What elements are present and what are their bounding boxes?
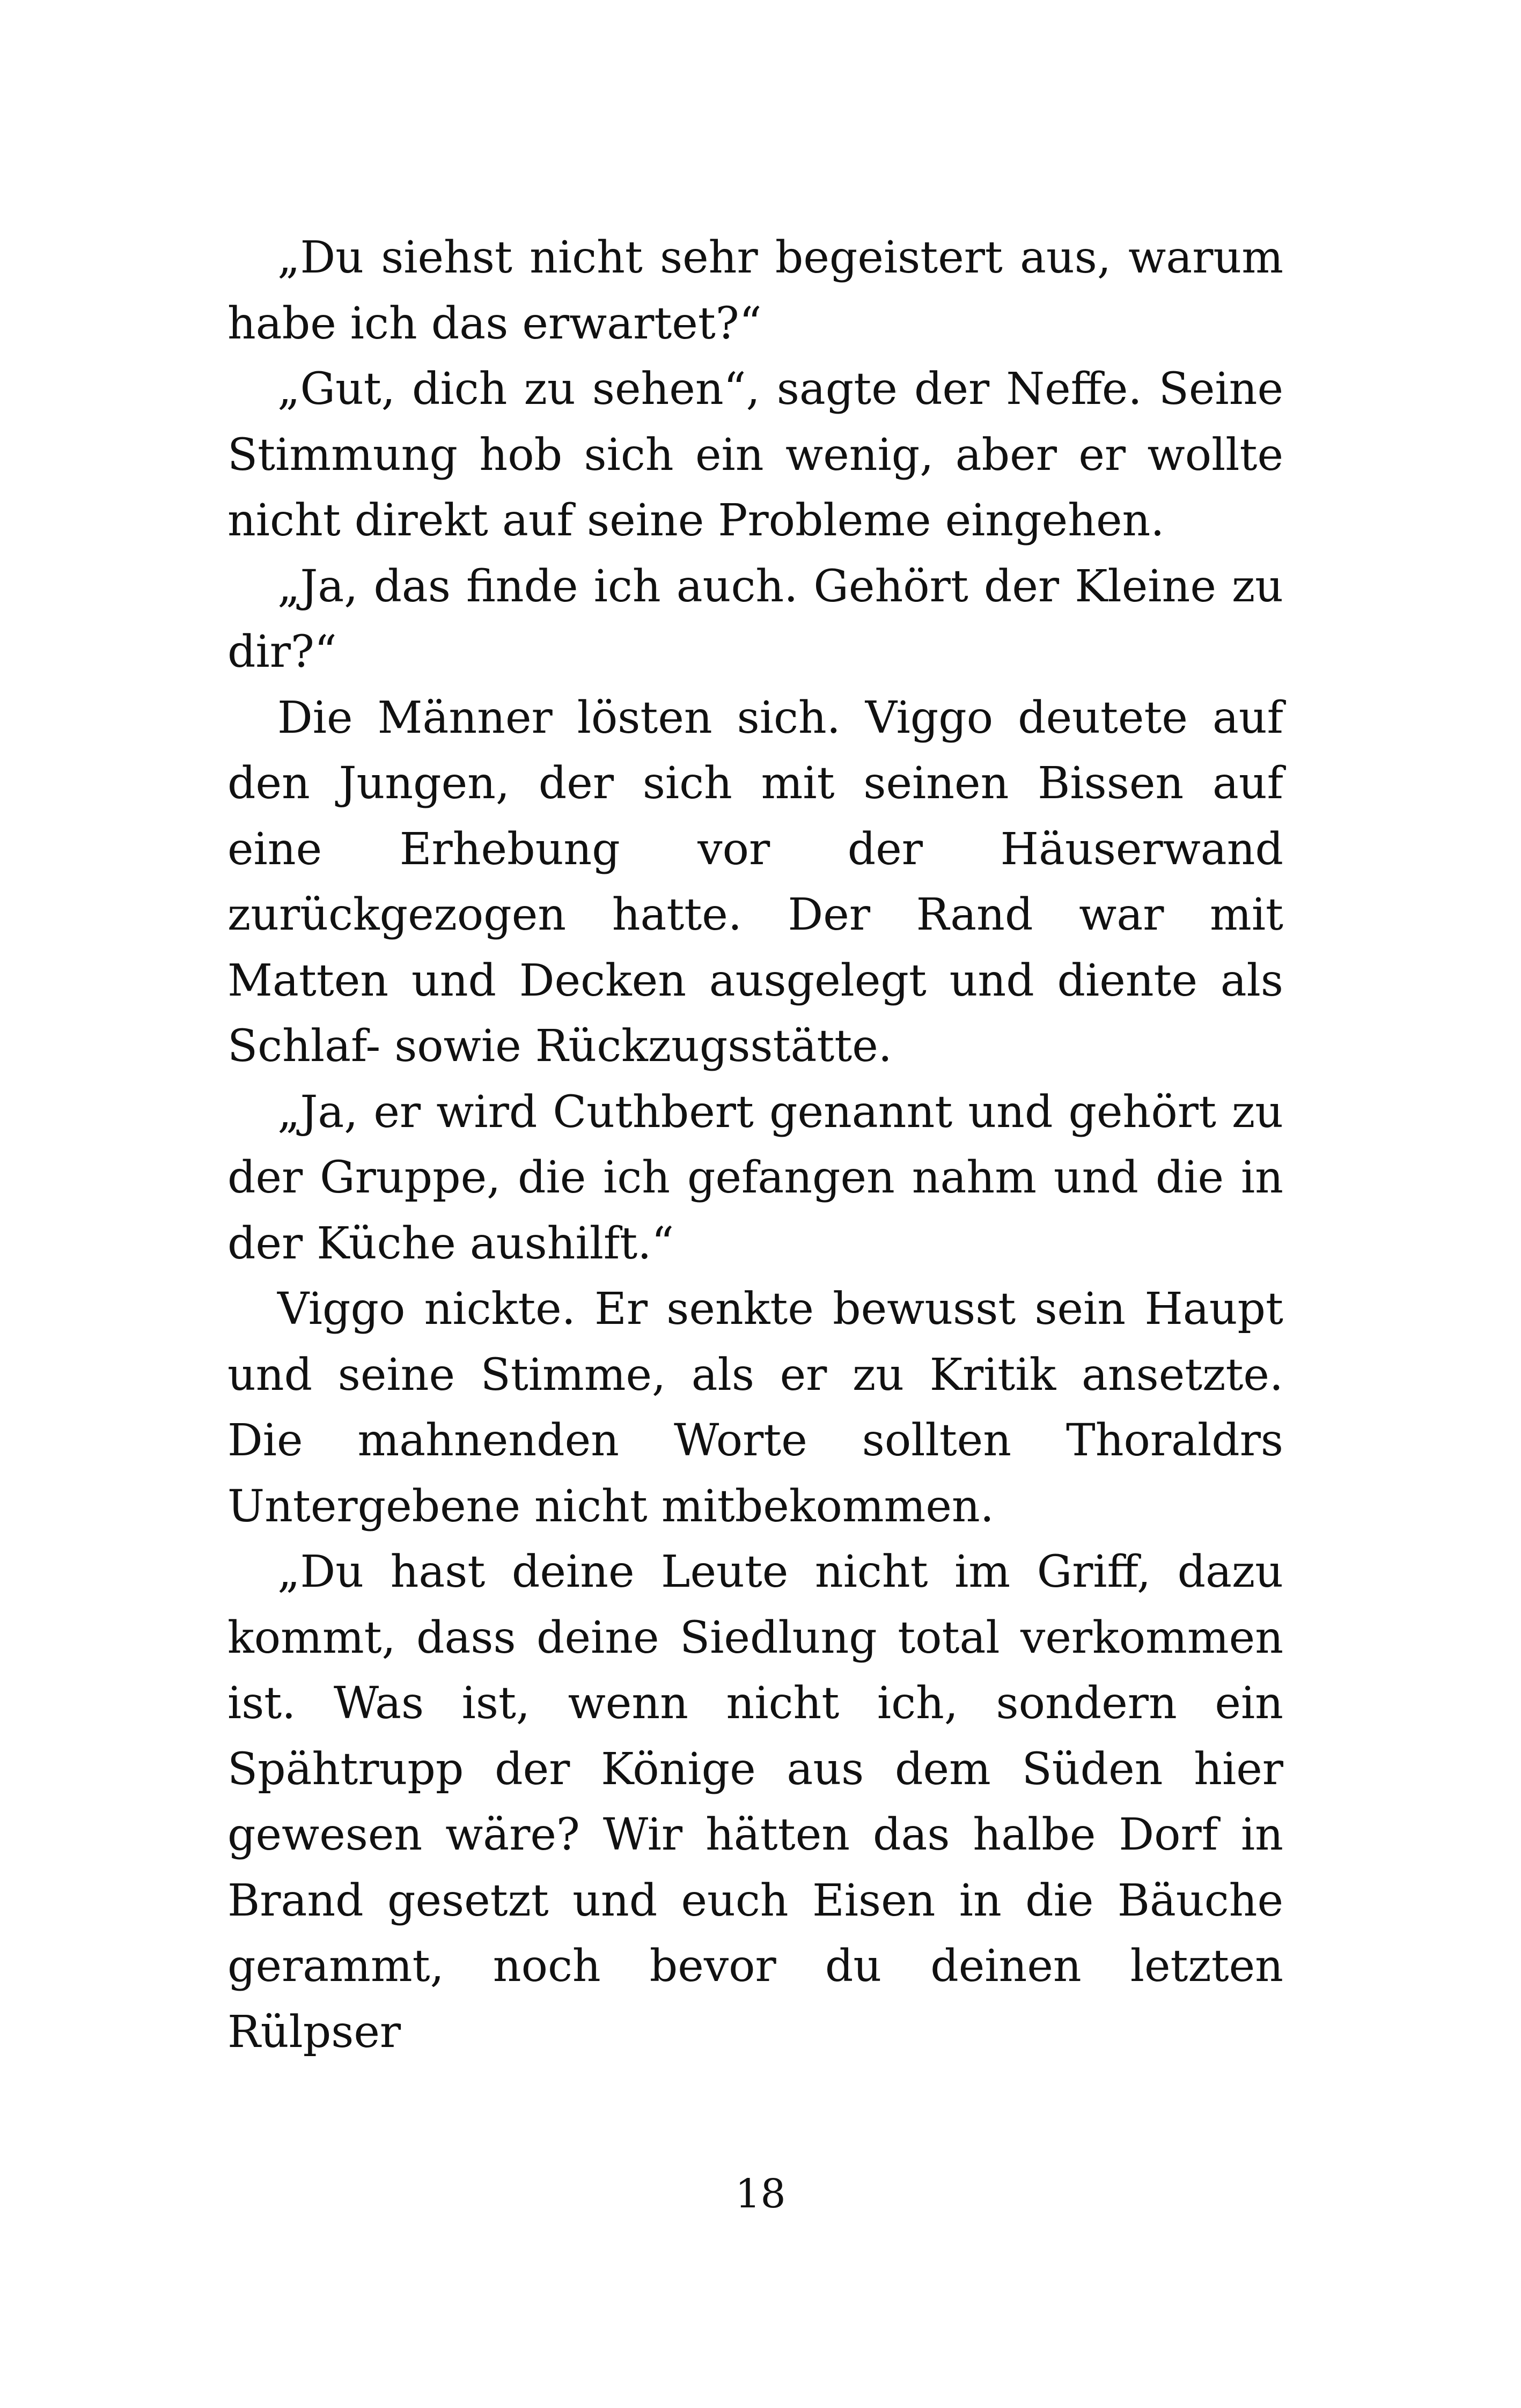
- paragraph-2: „Gut, dich zu sehen“, sagte der Neffe. Seine Stimmung hob sich ein wenig, aber er wollte nicht direkt auf seine Probleme eingehen.: [227, 364, 1283, 546]
- paragraph-6: Viggo nickte. Er senkte bewusst sein Haupt und seine Stimme, als er zu Kritik ansetzte. Die mahnenden Worte sollten Thoraldrs Untergebene nicht mitbekommen.: [227, 1284, 1283, 1532]
- paragraph-5: „Ja, er wird Cuthbert genannt und gehört zu der Gruppe, die ich gefangen nahm und die in der Küche aushilft.“: [227, 1086, 1283, 1269]
- paragraph-1: „Du siehst nicht sehr begeistert aus, warum habe ich das erwartet?“: [227, 232, 1283, 349]
- page-number: 18: [735, 2171, 786, 2217]
- paragraph-3: „Ja, das finde ich auch. Gehört der Kleine zu dir?“: [227, 561, 1283, 678]
- paragraph-4: Die Männer lösten sich. Viggo deutete auf den Jungen, der sich mit seinen Bissen auf eine Erhebung vor der Häuserwand zurückgezogen hatte. Der Rand war mit Matten und Decken ausgelegt und diente als Schlaf- sowie Rückzugsstätte.: [227, 692, 1283, 1072]
- body-text: [227, 225, 1283, 2065]
- paragraph-7: „Du hast deine Leute nicht im Griff, dazu kommt, dass deine Siedlung total verkommen ist. Was ist, wenn nicht ich, sondern ein Spähtrupp der Könige aus dem Süden hier gewesen wäre? Wir hätten das halbe Dorf in Brand gesetzt und euch Eisen in die Bäuche gerammt, noch bevor du deinen letzten Rülpser: [227, 1547, 1283, 2058]
